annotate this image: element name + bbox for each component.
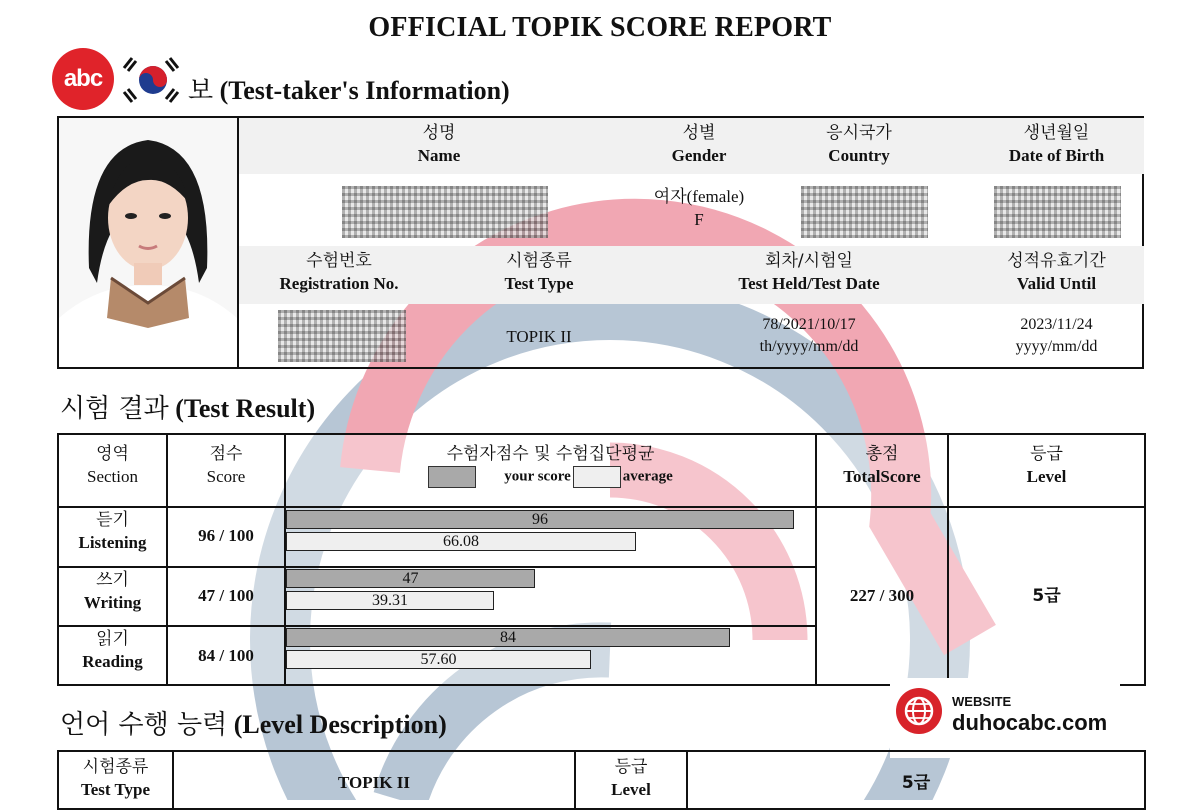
held-header: 회차/시험일 Test Held/Test Date <box>738 251 880 293</box>
score-listening: 96 / 100 <box>198 526 254 545</box>
section-listening: 듣기 Listening <box>78 510 147 552</box>
total-header: 총점 TotalScore <box>843 444 921 486</box>
dob-header: 생년월일 Date of Birth <box>1008 123 1105 165</box>
result-table <box>57 433 1146 686</box>
photo-cell <box>59 118 239 367</box>
level-type-value: TOPIK II <box>338 773 410 792</box>
level-level-value: 5급 <box>901 773 931 793</box>
globe-icon <box>896 688 942 734</box>
level-value: 5급 <box>1032 586 1061 606</box>
held-value: 78/2021/10/17 th/yyyy/mm/dd <box>759 316 859 355</box>
bar-average-listening: 66.08 <box>286 532 636 551</box>
result-section-title: 시험 결과 (Test Result) <box>60 394 316 424</box>
level-header: 등급 Level <box>1026 444 1067 486</box>
gender-header: 성별 Gender <box>671 123 727 165</box>
bar-your-score-reading: 84 <box>286 628 730 647</box>
name-value-redacted <box>342 186 548 238</box>
type-value: TOPIK II <box>506 327 572 346</box>
applicant-photo <box>59 118 237 367</box>
score-reading: 84 / 100 <box>198 646 254 665</box>
valid-value: 2023/11/24 yyyy/mm/dd <box>1015 316 1098 355</box>
bar-your-score-writing: 47 <box>286 569 535 588</box>
name-header: 성명 Name <box>417 123 461 165</box>
report-title: OFFICIAL TOPIK SCORE REPORT <box>368 12 832 43</box>
score-writing: 47 / 100 <box>198 586 254 605</box>
level-level-header: 등급 Level <box>611 757 651 799</box>
total-score: 227 / 300 <box>849 586 915 605</box>
reg-header: 수험번호 Registration No. <box>279 251 399 293</box>
legend-your-score-swatch <box>428 466 476 488</box>
level-table <box>57 750 1146 810</box>
score-header: 점수 Score <box>206 444 246 486</box>
section-header: 영역 Section <box>87 444 138 486</box>
bar-your-score-listening: 96 <box>286 510 794 529</box>
gender-value: 여자(female) F <box>653 187 745 229</box>
info-section-title: 보 (Test-taker's Information) <box>188 76 510 106</box>
dob-value-redacted <box>994 186 1121 238</box>
bar-average-writing: 39.31 <box>286 591 494 610</box>
level-section-title: 언어 수행 능력 (Level Description) <box>60 710 447 740</box>
korea-flag-icon <box>118 54 188 106</box>
abc-logo: abc <box>52 48 114 110</box>
type-header: 시험종류 Test Type <box>504 251 574 293</box>
bar-average-reading: 57.60 <box>286 650 591 669</box>
section-reading: 읽기 Reading <box>82 629 143 671</box>
country-value-redacted <box>801 186 928 238</box>
section-writing: 쓰기 Writing <box>83 570 142 612</box>
graph-header: 수험자점수 및 수험집단평균 your score average <box>286 443 815 488</box>
reg-value-redacted <box>278 310 406 362</box>
website-label: WEBSITE <box>952 694 1012 709</box>
score-bars <box>286 508 815 684</box>
website-badge[interactable] <box>890 678 1120 758</box>
info-table <box>57 116 1144 369</box>
level-type-header: 시험종류 Test Type <box>80 757 151 799</box>
website-url[interactable]: duhocabc.com <box>952 710 1108 735</box>
country-header: 응시국가 Country <box>826 123 892 165</box>
legend-average-swatch <box>573 466 621 488</box>
valid-header: 성적유효기간 Valid Until <box>1007 251 1106 293</box>
